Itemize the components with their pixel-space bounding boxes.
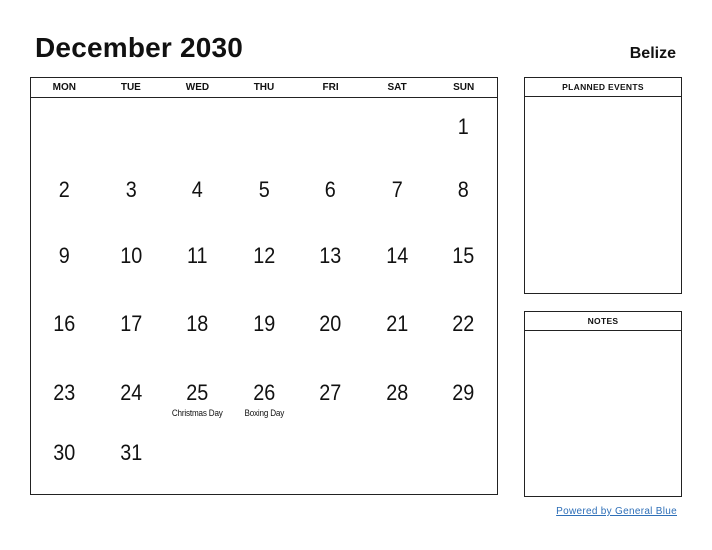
day-number: 23 [53,380,76,405]
day-cell [98,430,165,496]
planned-events-heading: PLANNED EVENTS [525,78,681,97]
day-number: 25 [186,380,209,405]
day-cell [364,229,431,295]
day-number: 15 [452,243,475,268]
day-number: 30 [53,440,76,465]
holiday-label: Christmas Day [172,408,223,418]
day-number: 16 [53,311,76,336]
day-cell [231,229,298,295]
weekday-mon: MON [52,82,76,93]
day-cell [98,229,165,295]
day-cell [31,364,98,430]
day-number: 6 [325,177,337,202]
day-cell [297,98,364,163]
day-number: 21 [386,311,409,336]
day-number: 28 [386,380,409,405]
day-cell [297,364,364,430]
weekday-sun: SUN [453,82,475,93]
notes-heading: NOTES [525,312,681,331]
calendar-grid [30,77,498,495]
notes-panel [524,311,682,497]
day-cell [364,98,431,163]
day-number: 11 [187,243,208,268]
day-cell [164,295,231,364]
day-number: 2 [58,177,70,202]
day-number: 14 [386,243,409,268]
day-number: 31 [119,440,142,465]
weekday-tue: TUE [120,82,141,93]
weekday-sat: SAT [387,82,407,93]
day-cell [364,295,431,364]
day-cell [31,98,98,163]
day-number: 3 [125,177,137,202]
day-cell [231,364,298,430]
day-cell [364,364,431,430]
day-cell [364,430,431,496]
day-cell [164,163,231,229]
page-title: December 2030 [35,32,244,63]
day-cell [98,163,165,229]
day-number: 20 [319,311,342,336]
day-number: 12 [252,243,276,268]
day-cell [297,430,364,496]
country-label: Belize [629,45,676,62]
day-number: 24 [119,380,142,405]
day-number: 1 [458,114,470,139]
day-cell [297,295,364,364]
day-cell [231,295,298,364]
day-cell [231,430,298,496]
day-number: 17 [119,311,142,336]
day-cell [430,163,497,229]
day-cell [31,229,98,295]
day-number: 8 [458,177,470,202]
day-number: 7 [391,177,403,202]
day-number: 13 [319,243,342,268]
day-cell [430,295,497,364]
day-cell [430,430,497,496]
weekday-wed: WED [185,82,210,93]
weekday-header-row [31,78,497,98]
weekday-thu: THU [253,82,275,93]
day-cell [364,163,431,229]
planned-events-panel [524,77,682,294]
day-cell [430,364,497,430]
day-cell [430,229,497,295]
day-number: 4 [191,177,203,202]
day-cell [164,364,231,430]
day-number: 5 [258,177,270,202]
day-number: 22 [452,311,475,336]
day-cell [31,430,98,496]
day-cell [231,163,298,229]
day-number: 26 [252,380,276,405]
day-cell [98,295,165,364]
day-cell [31,163,98,229]
day-number: 9 [58,243,70,268]
day-number: 10 [119,243,142,268]
day-cell [297,163,364,229]
day-cell [297,229,364,295]
powered-by-link[interactable]: Powered by General Blue [556,506,677,517]
holiday-label: Boxing Day [244,408,284,418]
day-cell [430,98,497,163]
day-cell [164,98,231,163]
weekday-fri: FRI [322,82,339,93]
day-number: 29 [452,380,475,405]
day-cell [164,229,231,295]
day-number: 27 [319,380,342,405]
calendar-body [31,98,497,496]
day-cell [98,364,165,430]
day-number: 18 [186,311,209,336]
day-number: 19 [252,311,276,336]
day-cell [31,295,98,364]
day-cell [164,430,231,496]
day-cell [231,98,298,163]
day-cell [98,98,165,163]
